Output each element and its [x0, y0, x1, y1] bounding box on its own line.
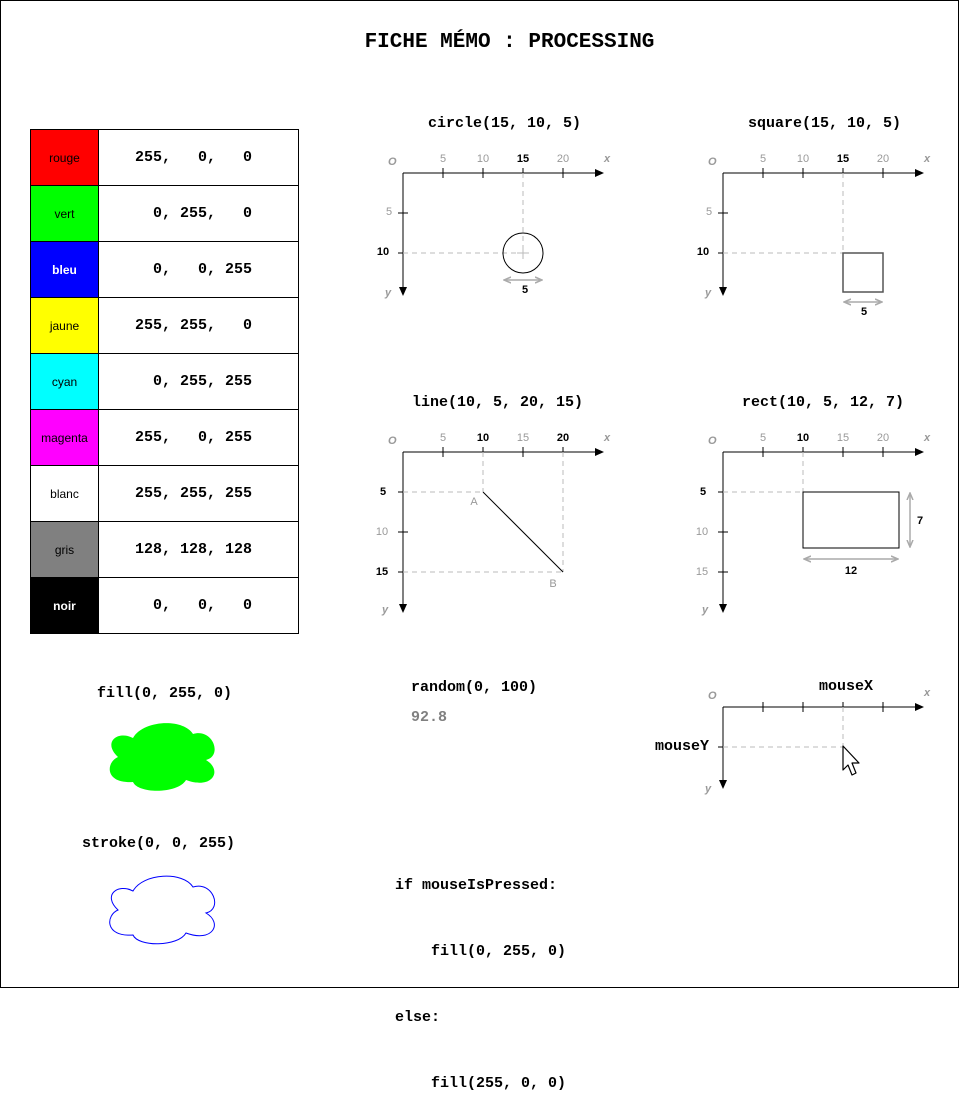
color-row-noir: [31, 578, 299, 634]
y-tick-15: 15: [695, 566, 709, 578]
origin-label: O: [388, 435, 397, 447]
line-label: line(10, 5, 20, 15): [412, 394, 584, 411]
mouse-x-label: mouseX: [819, 678, 874, 695]
line-segment: [483, 492, 563, 572]
height-label: 7: [916, 515, 924, 527]
x-tick-20: 20: [556, 153, 570, 165]
color-swatch: gris: [31, 522, 99, 578]
x-tick-5: 5: [759, 153, 767, 165]
color-row-rouge: [31, 130, 299, 186]
color-swatch: rouge: [31, 130, 99, 186]
code-line: fill(0, 255, 0): [395, 943, 567, 960]
color-row-gris: [31, 522, 299, 578]
point-b-label: B: [549, 578, 557, 590]
code-line: fill(255, 0, 0): [395, 1075, 567, 1092]
color-rgb-values: 0, 255, 255: [99, 354, 299, 410]
y-tick-15: 15: [375, 566, 389, 578]
fill-cloud: [108, 722, 223, 792]
y-tick-10: 10: [695, 526, 709, 538]
circle-diagram: [370, 148, 620, 308]
x-axis-label: x: [924, 687, 931, 699]
color-row-bleu: [31, 242, 299, 298]
code-line: else:: [395, 1009, 441, 1026]
x-axis-label: x: [924, 153, 931, 165]
rect-diagram: [690, 427, 940, 617]
mouse-diagram: [690, 682, 940, 797]
color-swatch: bleu: [31, 242, 99, 298]
y-tick-5: 5: [379, 486, 387, 498]
x-tick-5: 5: [759, 432, 767, 444]
y-tick-10: 10: [376, 246, 390, 258]
rect-shape: [803, 492, 899, 548]
x-tick-10: 10: [796, 153, 810, 165]
color-row-vert: [31, 186, 299, 242]
y-axis-label: y: [382, 604, 389, 616]
square-diagram: [690, 148, 940, 323]
stroke-cloud: [108, 875, 223, 947]
color-rgb-values: 128, 128, 128: [99, 522, 299, 578]
x-tick-15: 15: [516, 153, 530, 165]
color-rgb-values: 255, 0, 255: [99, 410, 299, 466]
origin-label: O: [708, 690, 717, 702]
color-swatch: noir: [31, 578, 99, 634]
x-tick-5: 5: [439, 153, 447, 165]
x-tick-15: 15: [836, 432, 850, 444]
mouse-y-label: mouseY: [655, 738, 710, 755]
y-axis-label: y: [705, 783, 712, 795]
page-title: FICHE MÉMO : PROCESSING: [364, 31, 655, 54]
origin-label: O: [388, 156, 397, 168]
fill-label: fill(0, 255, 0): [97, 685, 233, 702]
random-label: random(0, 100): [411, 679, 538, 696]
color-rgb-values: 255, 255, 0: [99, 298, 299, 354]
y-tick-5: 5: [699, 486, 707, 498]
color-rgb-values: 0, 255, 0: [99, 186, 299, 242]
x-tick-15: 15: [836, 153, 850, 165]
green-cloud-shape: [110, 723, 215, 791]
color-swatch: blanc: [31, 466, 99, 522]
stroke-label: stroke(0, 0, 255): [82, 835, 236, 852]
conditional-code: [395, 831, 566, 1117]
color-swatch: vert: [31, 186, 99, 242]
x-tick-20: 20: [876, 153, 890, 165]
color-row-blanc: [31, 466, 299, 522]
diameter-label: 5: [521, 284, 529, 296]
color-row-jaune: [31, 298, 299, 354]
y-axis-label: y: [705, 287, 712, 299]
x-tick-20: 20: [876, 432, 890, 444]
x-axis-label: x: [604, 153, 611, 165]
size-label: 5: [860, 306, 868, 318]
color-table: [30, 129, 299, 634]
origin-label: O: [708, 156, 717, 168]
square-shape: [843, 253, 883, 292]
color-rgb-values: 255, 255, 255: [99, 466, 299, 522]
width-label: 12: [844, 565, 858, 577]
color-swatch: jaune: [31, 298, 99, 354]
color-row-magenta: [31, 410, 299, 466]
y-axis-label: y: [702, 604, 709, 616]
random-result: 92.8: [411, 709, 448, 726]
line-diagram: [370, 427, 620, 617]
y-tick-10: 10: [696, 246, 710, 258]
x-tick-10: 10: [476, 153, 490, 165]
y-axis-label: y: [385, 287, 392, 299]
x-tick-15: 15: [516, 432, 530, 444]
color-rgb-values: 255, 0, 0: [99, 130, 299, 186]
x-tick-20: 20: [556, 432, 570, 444]
color-rgb-values: 0, 0, 255: [99, 242, 299, 298]
blue-outline-cloud-shape: [110, 876, 215, 944]
origin-label: O: [708, 435, 717, 447]
x-tick-10: 10: [476, 432, 490, 444]
x-axis-label: x: [604, 432, 611, 444]
color-row-cyan: [31, 354, 299, 410]
code-line: if mouseIsPressed:: [395, 877, 558, 894]
color-rgb-values: 0, 0, 0: [99, 578, 299, 634]
x-tick-5: 5: [439, 432, 447, 444]
mouse-cursor-icon: [843, 746, 859, 775]
color-swatch: cyan: [31, 354, 99, 410]
y-tick-5: 5: [705, 206, 713, 218]
square-label: square(15, 10, 5): [748, 115, 902, 132]
x-axis-label: x: [924, 432, 931, 444]
point-a-label: A: [470, 496, 478, 508]
circle-label: circle(15, 10, 5): [428, 115, 582, 132]
color-swatch: magenta: [31, 410, 99, 466]
x-tick-10: 10: [796, 432, 810, 444]
y-tick-10: 10: [375, 526, 389, 538]
rect-label: rect(10, 5, 12, 7): [742, 394, 905, 411]
y-tick-5: 5: [385, 206, 393, 218]
